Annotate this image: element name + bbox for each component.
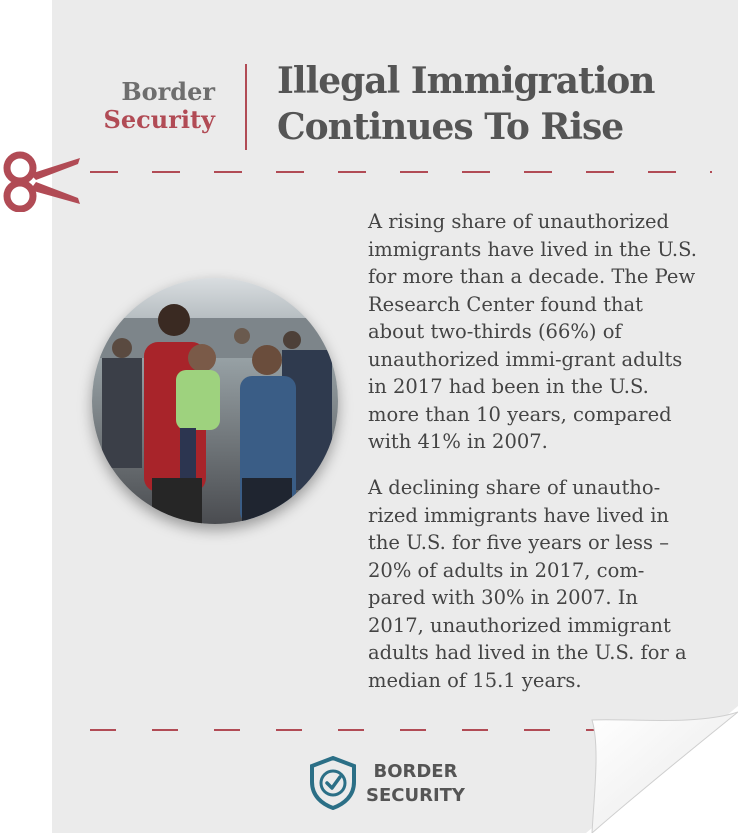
footer-logo-line2: SECURITY (366, 785, 465, 806)
section-tag (104, 78, 215, 134)
scissors-icon (0, 150, 82, 212)
shield-check-icon (308, 756, 358, 810)
section-tag-line2: Security (103, 105, 215, 134)
paragraph-recent-share: A declining share of unautho-rized immigrants have lived in the U.S. for five years or less – 20% of adults in 2017, com-pared with 30% in 2007. In 2017, unauthorized immigrant adults had lived in the U.S. for a median of 15.1 years. (368, 476, 687, 692)
page-title-line2: Continues To Rise (277, 106, 624, 148)
section-tag-line1: Border (121, 77, 215, 106)
cut-line-bottom (90, 729, 610, 731)
title-divider (245, 64, 247, 150)
footer-logo-text (366, 760, 465, 808)
page-title (277, 58, 717, 150)
footer-logo-line1: BORDER (373, 761, 458, 782)
cut-line-top (90, 171, 712, 173)
paragraph-decade-share: A rising share of unauthorized immigrants have lived in the U.S. for more than a decade. The Pew Research Center found that about two-thirds (66%) of unauthorized immi-grant adults in 2017 had been in the U.S. more than 10 years, compared with 41% in 2007. (368, 210, 697, 453)
page-curl (586, 706, 738, 833)
migrants-photo (92, 278, 338, 524)
page-title-line1: Illegal Immigration (277, 60, 655, 102)
